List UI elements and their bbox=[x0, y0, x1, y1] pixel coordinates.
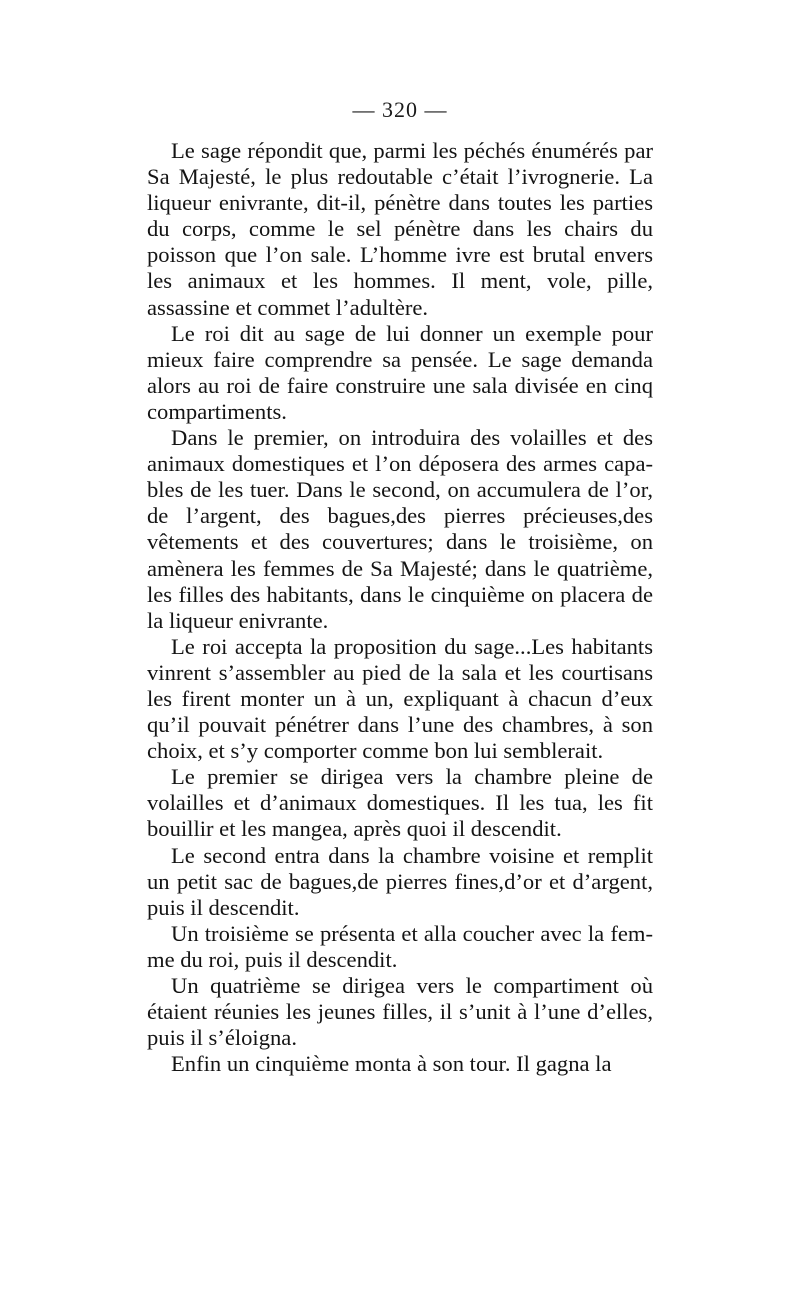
paragraph-1: Le sage répondit que, parmi les péchés énumérés par Sa Majesté, le plus redoutable c’était l’ivrognerie. La liqueur enivrante, dit-il, pénètre dans toutes les parties du corps, comme le sel pénètre dans les chairs du poisson que l’on sale. L’homme ivre est brutal envers les animaux et les hommes. Il ment, vole, pille, assassine et commet l’adultère. bbox=[147, 138, 653, 320]
page-number: — 320 — bbox=[352, 97, 448, 122]
paragraph-3: Dans le premier, on introduira des volailles et des animaux domestiques et l’on déposera des armes capables de les tuer. Dans le second, on accumulera de l’or, de l’argent, des bagues,des pierres précieuses,des vêtements et des couvertures; dans le troisième, on amènera les femmes de Sa Majesté; dans le quatrième, les filles des habitants, dans le cinquième on placera de la liqueur enivrante. bbox=[147, 425, 653, 633]
paragraph-6: Le second entra dans la chambre voisine et remplit un petit sac de bagues,de pierres fines,d’or et d’argent, puis il descendit. bbox=[147, 842, 653, 920]
paragraph-8: Un quatrième se dirigea vers le compartiment où étaient réunies les jeunes filles, il s’unit à l’une d’elles, puis il s’éloigna. bbox=[147, 973, 653, 1051]
body-text bbox=[147, 138, 653, 1077]
paragraph-4: Le roi accepta la proposition du sage...Les habitants vinrent s’assembler au pied de la sala et les courtisans les firent monter un à un, expliquant à chacun d’eux qu’il pouvait pénétrer dans l’une des chambres, à son choix, et s’y comporter comme bon lui semblerait. bbox=[147, 633, 653, 764]
paragraph-2: Le roi dit au sage de lui donner un exemple pour mieux faire comprendre sa pensée. Le sage demanda alors au roi de faire construire une sala divisée en cinq compartiments. bbox=[147, 320, 653, 424]
paragraph-5: Le premier se dirigea vers la chambre pleine de volailles et d’animaux domestiques. Il les tua, les fit bouillir et les mangea, après quoi il descendit. bbox=[147, 764, 653, 842]
paragraph-9: Enfin un cinquième monta à son tour. Il gagna la bbox=[171, 1051, 612, 1077]
paragraph-7: Un troisième se présenta et alla coucher avec la femme du roi, puis il descendit. bbox=[147, 920, 653, 972]
